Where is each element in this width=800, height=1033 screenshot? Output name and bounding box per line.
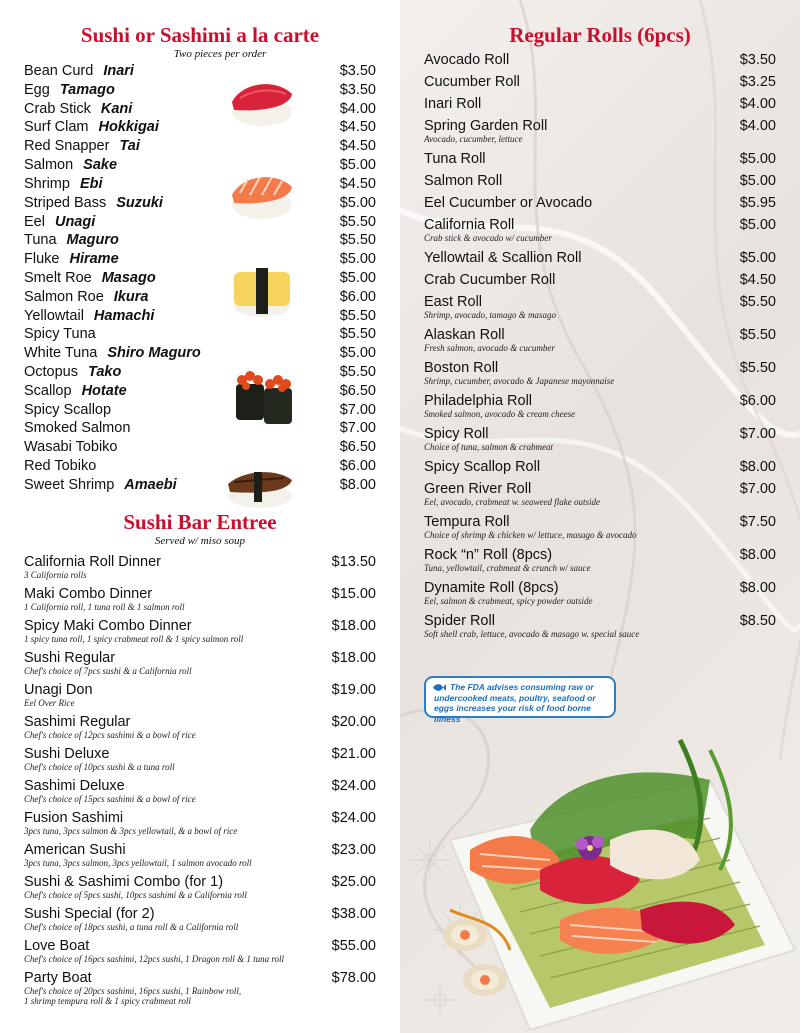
item-price: $5.00: [339, 157, 376, 174]
item-price: $21.00: [331, 745, 376, 762]
entree-item: [24, 682, 376, 708]
item-price: $4.50: [339, 138, 376, 155]
item-price: $38.00: [331, 905, 376, 922]
roll-item: [424, 547, 776, 573]
item-name: Red Tobiko: [24, 458, 97, 475]
item-price: $24.00: [331, 777, 376, 794]
item-description: Avocado, cucumber, lettuce: [424, 134, 523, 144]
alacarte-item: [24, 401, 376, 420]
alacarte-item: [24, 344, 376, 363]
item-price: $4.00: [339, 100, 376, 117]
alacarte-item: [24, 194, 376, 213]
alacarte-item: [24, 438, 376, 457]
item-name: California Roll: [424, 217, 515, 233]
alacarte-list: [24, 62, 376, 495]
alacarte-item: [24, 175, 376, 194]
rolls-title: Regular Rolls (6pcs): [509, 23, 691, 47]
item-name: Smoked Salmon: [24, 420, 131, 437]
alacarte-item: [24, 137, 376, 156]
alacarte-item: [24, 231, 376, 250]
item-name: Yellowtail & Scallion Roll: [424, 250, 582, 266]
item-japanese-name: Suzuki: [116, 194, 163, 211]
item-price: $5.00: [339, 269, 376, 286]
alacarte-item: [24, 307, 376, 326]
roll-item: [424, 459, 776, 475]
item-name: Spring Garden Roll: [424, 118, 548, 134]
alacarte-item: [24, 457, 376, 476]
item-description: 1 California roll, 1 tuna roll & 1 salmon roll: [24, 601, 185, 612]
item-japanese-name: Hamachi: [93, 307, 155, 324]
item-japanese-name: Unagi: [54, 213, 96, 230]
item-name: Scallop: [24, 382, 72, 399]
item-price: $3.25: [739, 74, 776, 90]
alacarte-item: [24, 419, 376, 438]
item-description: Chef's choice of 12pcs sashimi & a bowl of rice: [24, 729, 196, 740]
item-name: Spicy Scallop: [24, 401, 112, 418]
item-name: Spider Roll: [424, 613, 495, 629]
item-name: California Roll Dinner: [24, 553, 161, 570]
item-name: Salmon Roll: [424, 173, 503, 189]
alacarte-item: [24, 213, 376, 232]
item-price: $8.50: [739, 613, 776, 629]
alacarte-item: [24, 156, 376, 175]
item-name: Sushi & Sashimi Combo (for 1): [24, 873, 224, 890]
roll-item: [424, 514, 776, 540]
item-description: Choice of tuna, salmon & crabmeat: [424, 442, 553, 452]
item-name: Yellowtail: [24, 307, 84, 324]
item-name: Tempura Roll: [424, 514, 510, 530]
item-japanese-name: Ebi: [79, 175, 103, 192]
alacarte-item: [24, 363, 376, 382]
item-price: $4.50: [739, 272, 776, 288]
entree-item: [24, 746, 376, 772]
item-name: Party Boat: [24, 969, 92, 986]
item-description: Tuna, yellowtail, crabmeat & crunch w/ sauce: [424, 563, 591, 573]
item-name: Spicy Tuna: [24, 326, 96, 343]
item-description: Chef's choice of 10pcs sushi & a tuna roll: [24, 761, 175, 772]
roll-item: [424, 118, 776, 144]
item-name: Spicy Maki Combo Dinner: [24, 617, 192, 634]
item-description: Shrimp, cucumber, avocado & Japanese mayonnaise: [424, 376, 615, 386]
roll-item: [424, 195, 776, 211]
item-description: Chef's choice of 18pcs sushi, a tuna roll & a California roll: [24, 921, 239, 932]
item-description: Chef's choice of 16pcs sashimi, 12pcs sushi, 1 Dragon roll & 1 tuna roll: [24, 953, 285, 964]
item-japanese-name: Sake: [83, 157, 118, 174]
tamago-nigiri-image: [230, 262, 294, 320]
item-price: $5.95: [739, 195, 776, 211]
roll-item: [424, 52, 776, 68]
item-name: Philadelphia Roll: [424, 393, 533, 409]
item-price: $5.00: [339, 345, 376, 362]
item-description: Soft shell crab, lettuce, avocado & masago w. special sauce: [424, 629, 640, 639]
item-price: $5.00: [739, 151, 776, 167]
entree-item: [24, 842, 376, 868]
item-japanese-name: Shiro Maguro: [107, 345, 201, 362]
roll-item: [424, 250, 776, 266]
item-price: $7.00: [739, 426, 776, 442]
item-name: Sweet Shrimp: [24, 476, 115, 493]
alacarte-subtitle: Two pieces per order: [173, 48, 267, 60]
item-name: Surf Clam: [24, 119, 89, 136]
item-description: Choice of shrimp & chicken w/ lettuce, masago & avocado: [424, 530, 637, 540]
item-name: Unagi Don: [24, 681, 93, 698]
unagi-nigiri-image: [224, 462, 296, 512]
item-name: Crab Cucumber Roll: [424, 272, 556, 288]
item-price: $18.00: [331, 649, 376, 666]
alacarte-item: [24, 250, 376, 269]
item-description: Chef's choice of 20pcs sashimi, 16pcs sushi, 1 Rainbow roll, 1 shrimp tempura roll & 1 spicy crabmeat roll: [24, 985, 242, 1006]
item-name: Sashimi Deluxe: [24, 777, 125, 794]
item-name: Eel: [24, 213, 45, 230]
item-name: Octopus: [24, 364, 78, 380]
fish-icon: [432, 683, 446, 692]
item-price: $5.50: [739, 294, 776, 310]
item-price: $7.00: [339, 420, 376, 437]
item-name: Wasabi Tobiko: [24, 439, 118, 456]
item-price: $25.00: [331, 873, 376, 890]
roll-item: [424, 580, 776, 606]
entree-item: [24, 970, 376, 1006]
item-description: 3pcs tuna, 3pcs salmon & 3pcs yellowtail, & a bowl of rice: [24, 825, 238, 836]
item-japanese-name: Tako: [88, 364, 122, 380]
item-name: Alaskan Roll: [424, 327, 505, 343]
item-price: $5.50: [739, 327, 776, 343]
item-price: $55.00: [331, 937, 376, 954]
item-name: Striped Bass: [24, 194, 107, 211]
item-price: $13.50: [331, 553, 376, 570]
item-name: Red Snapper: [24, 138, 110, 155]
salmon-nigiri-image: [226, 165, 296, 225]
item-price: $18.00: [331, 617, 376, 634]
item-name: Avocado Roll: [424, 52, 510, 68]
item-price: $6.50: [339, 382, 376, 399]
item-price: $5.50: [339, 307, 376, 324]
roll-item: [424, 217, 776, 243]
entree-item: [24, 906, 376, 932]
right-column: [424, 0, 776, 646]
item-price: $4.00: [739, 118, 776, 134]
item-price: $4.50: [339, 119, 376, 136]
item-name: Spicy Scallop Roll: [424, 459, 541, 475]
item-japanese-name: Tamago: [59, 81, 115, 98]
item-description: Smoked salmon, avocado & cream cheese: [424, 409, 576, 419]
item-name: Crab Stick: [24, 100, 91, 117]
item-price: $6.00: [339, 288, 376, 305]
item-price: $3.50: [739, 52, 776, 68]
item-name: East Roll: [424, 294, 483, 310]
item-price: $6.00: [739, 393, 776, 409]
item-japanese-name: Maguro: [66, 232, 119, 249]
entree-list: [24, 554, 376, 1006]
item-description: Chef's choice of 15pcs sashimi & a bowl of rice: [24, 793, 196, 804]
item-price: $8.00: [739, 459, 776, 475]
item-japanese-name: Hirame: [69, 251, 119, 268]
entree-title: Sushi Bar Entree: [123, 509, 277, 534]
item-name: Tuna: [24, 232, 57, 249]
roll-item: [424, 360, 776, 386]
item-name: Sashimi Regular: [24, 713, 131, 730]
item-name: Fluke: [24, 251, 60, 268]
fda-notice-box: [424, 676, 616, 724]
item-price: $8.00: [739, 547, 776, 563]
item-price: $6.50: [339, 439, 376, 456]
roll-item: [424, 613, 776, 639]
item-description: Shrimp, avocado, tamago & masago: [424, 310, 556, 320]
item-description: Fresh salmon, avocado & cucumber: [424, 343, 555, 353]
item-price: $3.50: [339, 81, 376, 98]
item-name: Bean Curd: [24, 63, 94, 79]
item-name: Sushi Special (for 2): [24, 905, 155, 922]
item-description: 1 spicy tuna roll, 1 spicy crabmeat roll & 1 spicy salmon roll: [24, 633, 244, 644]
item-description: Eel, salmon & crabmeat, spicy powder outside: [424, 596, 593, 606]
item-name: Shrimp: [24, 175, 70, 192]
item-japanese-name: Amaebi: [124, 476, 177, 493]
item-name: Cucumber Roll: [424, 74, 520, 90]
roll-item: [424, 151, 776, 167]
roll-item: [424, 294, 776, 320]
item-price: $5.00: [339, 194, 376, 211]
roll-item: [424, 393, 776, 419]
alacarte-item: [24, 269, 376, 288]
entree-item: [24, 778, 376, 804]
item-name: American Sushi: [24, 841, 126, 858]
item-japanese-name: Tai: [119, 138, 140, 155]
entree-item: [24, 586, 376, 612]
item-price: $78.00: [331, 969, 376, 986]
item-price: $19.00: [331, 681, 376, 698]
item-name: Rock “n” Roll (8pcs): [424, 547, 553, 563]
alacarte-item: [24, 100, 376, 119]
item-price: $5.00: [339, 251, 376, 268]
item-price: $5.50: [339, 232, 376, 249]
item-japanese-name: Masago: [101, 269, 156, 286]
alacarte-item: [24, 288, 376, 307]
item-name: Sushi Regular: [24, 649, 116, 666]
alacarte-title: Sushi or Sashimi a la carte: [80, 23, 320, 47]
item-name: Salmon: [24, 157, 74, 174]
tuna-nigiri-image: [226, 72, 296, 132]
alacarte-item: [24, 62, 376, 81]
item-price: $23.00: [331, 841, 376, 858]
roll-item: [424, 96, 776, 112]
roll-item: [424, 327, 776, 353]
entree-item: [24, 714, 376, 740]
fda-notice-text: The FDA advises consuming raw or undercooked meats, poultry, seafood or eggs increases your risk of food borne illness: [434, 682, 596, 724]
item-japanese-name: Kani: [100, 100, 133, 117]
item-japanese-name: Inari: [103, 63, 134, 79]
item-japanese-name: Hotate: [81, 382, 127, 399]
item-price: $6.00: [339, 458, 376, 475]
alacarte-item: [24, 81, 376, 100]
item-name: White Tuna: [24, 345, 98, 362]
item-price: $5.00: [739, 173, 776, 189]
item-price: $8.00: [339, 476, 376, 493]
entree-item: [24, 650, 376, 676]
item-price: $7.50: [739, 514, 776, 530]
item-description: Eel, avocado, crabmeat w. seaweed flake outside: [424, 497, 601, 507]
entree-item: [24, 938, 376, 964]
item-price: $8.00: [739, 580, 776, 596]
left-column: [24, 0, 376, 1012]
sashimi-platter-image: [410, 720, 800, 1033]
entree-item: [24, 618, 376, 644]
item-price: $4.00: [739, 96, 776, 112]
roll-item: [424, 272, 776, 288]
item-price: $4.50: [339, 175, 376, 192]
item-price: $7.00: [739, 481, 776, 497]
item-price: $20.00: [331, 713, 376, 730]
item-description: Eel Over Rice: [24, 697, 75, 708]
item-name: Dynamite Roll (8pcs): [424, 580, 559, 596]
alacarte-item: [24, 118, 376, 137]
item-name: Boston Roll: [424, 360, 499, 376]
item-price: $5.00: [739, 217, 776, 233]
alacarte-item: [24, 382, 376, 401]
item-name: Fusion Sashimi: [24, 809, 124, 826]
item-name: Tuna Roll: [424, 151, 486, 167]
roll-item: [424, 481, 776, 507]
item-name: Green River Roll: [424, 481, 532, 497]
item-description: 3pcs tuna, 3pcs salmon, 3pcs yellowtail, 1 salmon avocado roll: [24, 857, 252, 868]
item-price: $3.50: [339, 63, 376, 79]
ikura-gunkan-image: [228, 358, 298, 428]
item-price: $5.50: [739, 360, 776, 376]
alacarte-item: [24, 325, 376, 344]
item-price: $5.50: [339, 326, 376, 343]
rolls-list: [424, 52, 776, 639]
roll-item: [424, 173, 776, 189]
item-name: Eel Cucumber or Avocado: [424, 195, 593, 211]
entree-subtitle: Served w/ miso soup: [154, 534, 246, 547]
item-price: $7.00: [339, 401, 376, 418]
item-japanese-name: Hokkigai: [98, 119, 159, 136]
entree-item: [24, 810, 376, 836]
item-price: $15.00: [331, 585, 376, 602]
item-name: Salmon Roe: [24, 288, 104, 305]
item-description: Chef's choice of 7pcs sushi & a California roll: [24, 665, 192, 676]
item-price: $5.00: [739, 250, 776, 266]
item-name: Love Boat: [24, 937, 90, 954]
entree-item: [24, 874, 376, 900]
item-japanese-name: Ikura: [113, 288, 149, 305]
alacarte-item: [24, 476, 376, 495]
item-name: Inari Roll: [424, 96, 482, 112]
item-name: Sushi Deluxe: [24, 745, 110, 762]
item-price: $5.50: [339, 213, 376, 230]
roll-item: [424, 74, 776, 90]
item-name: Egg: [24, 81, 50, 98]
item-price: $24.00: [331, 809, 376, 826]
entree-item: [24, 554, 376, 580]
item-name: Spicy Roll: [424, 426, 489, 442]
item-description: Chef's choice of 5pcs sushi, 10pcs sashimi & a California roll: [24, 889, 247, 900]
item-price: $5.50: [339, 364, 376, 380]
item-name: Smelt Roe: [24, 269, 92, 286]
item-description: Crab stick & avocado w/ cucumber: [424, 233, 552, 243]
roll-item: [424, 426, 776, 452]
item-description: 3 California rolls: [24, 569, 87, 580]
item-name: Maki Combo Dinner: [24, 585, 153, 602]
